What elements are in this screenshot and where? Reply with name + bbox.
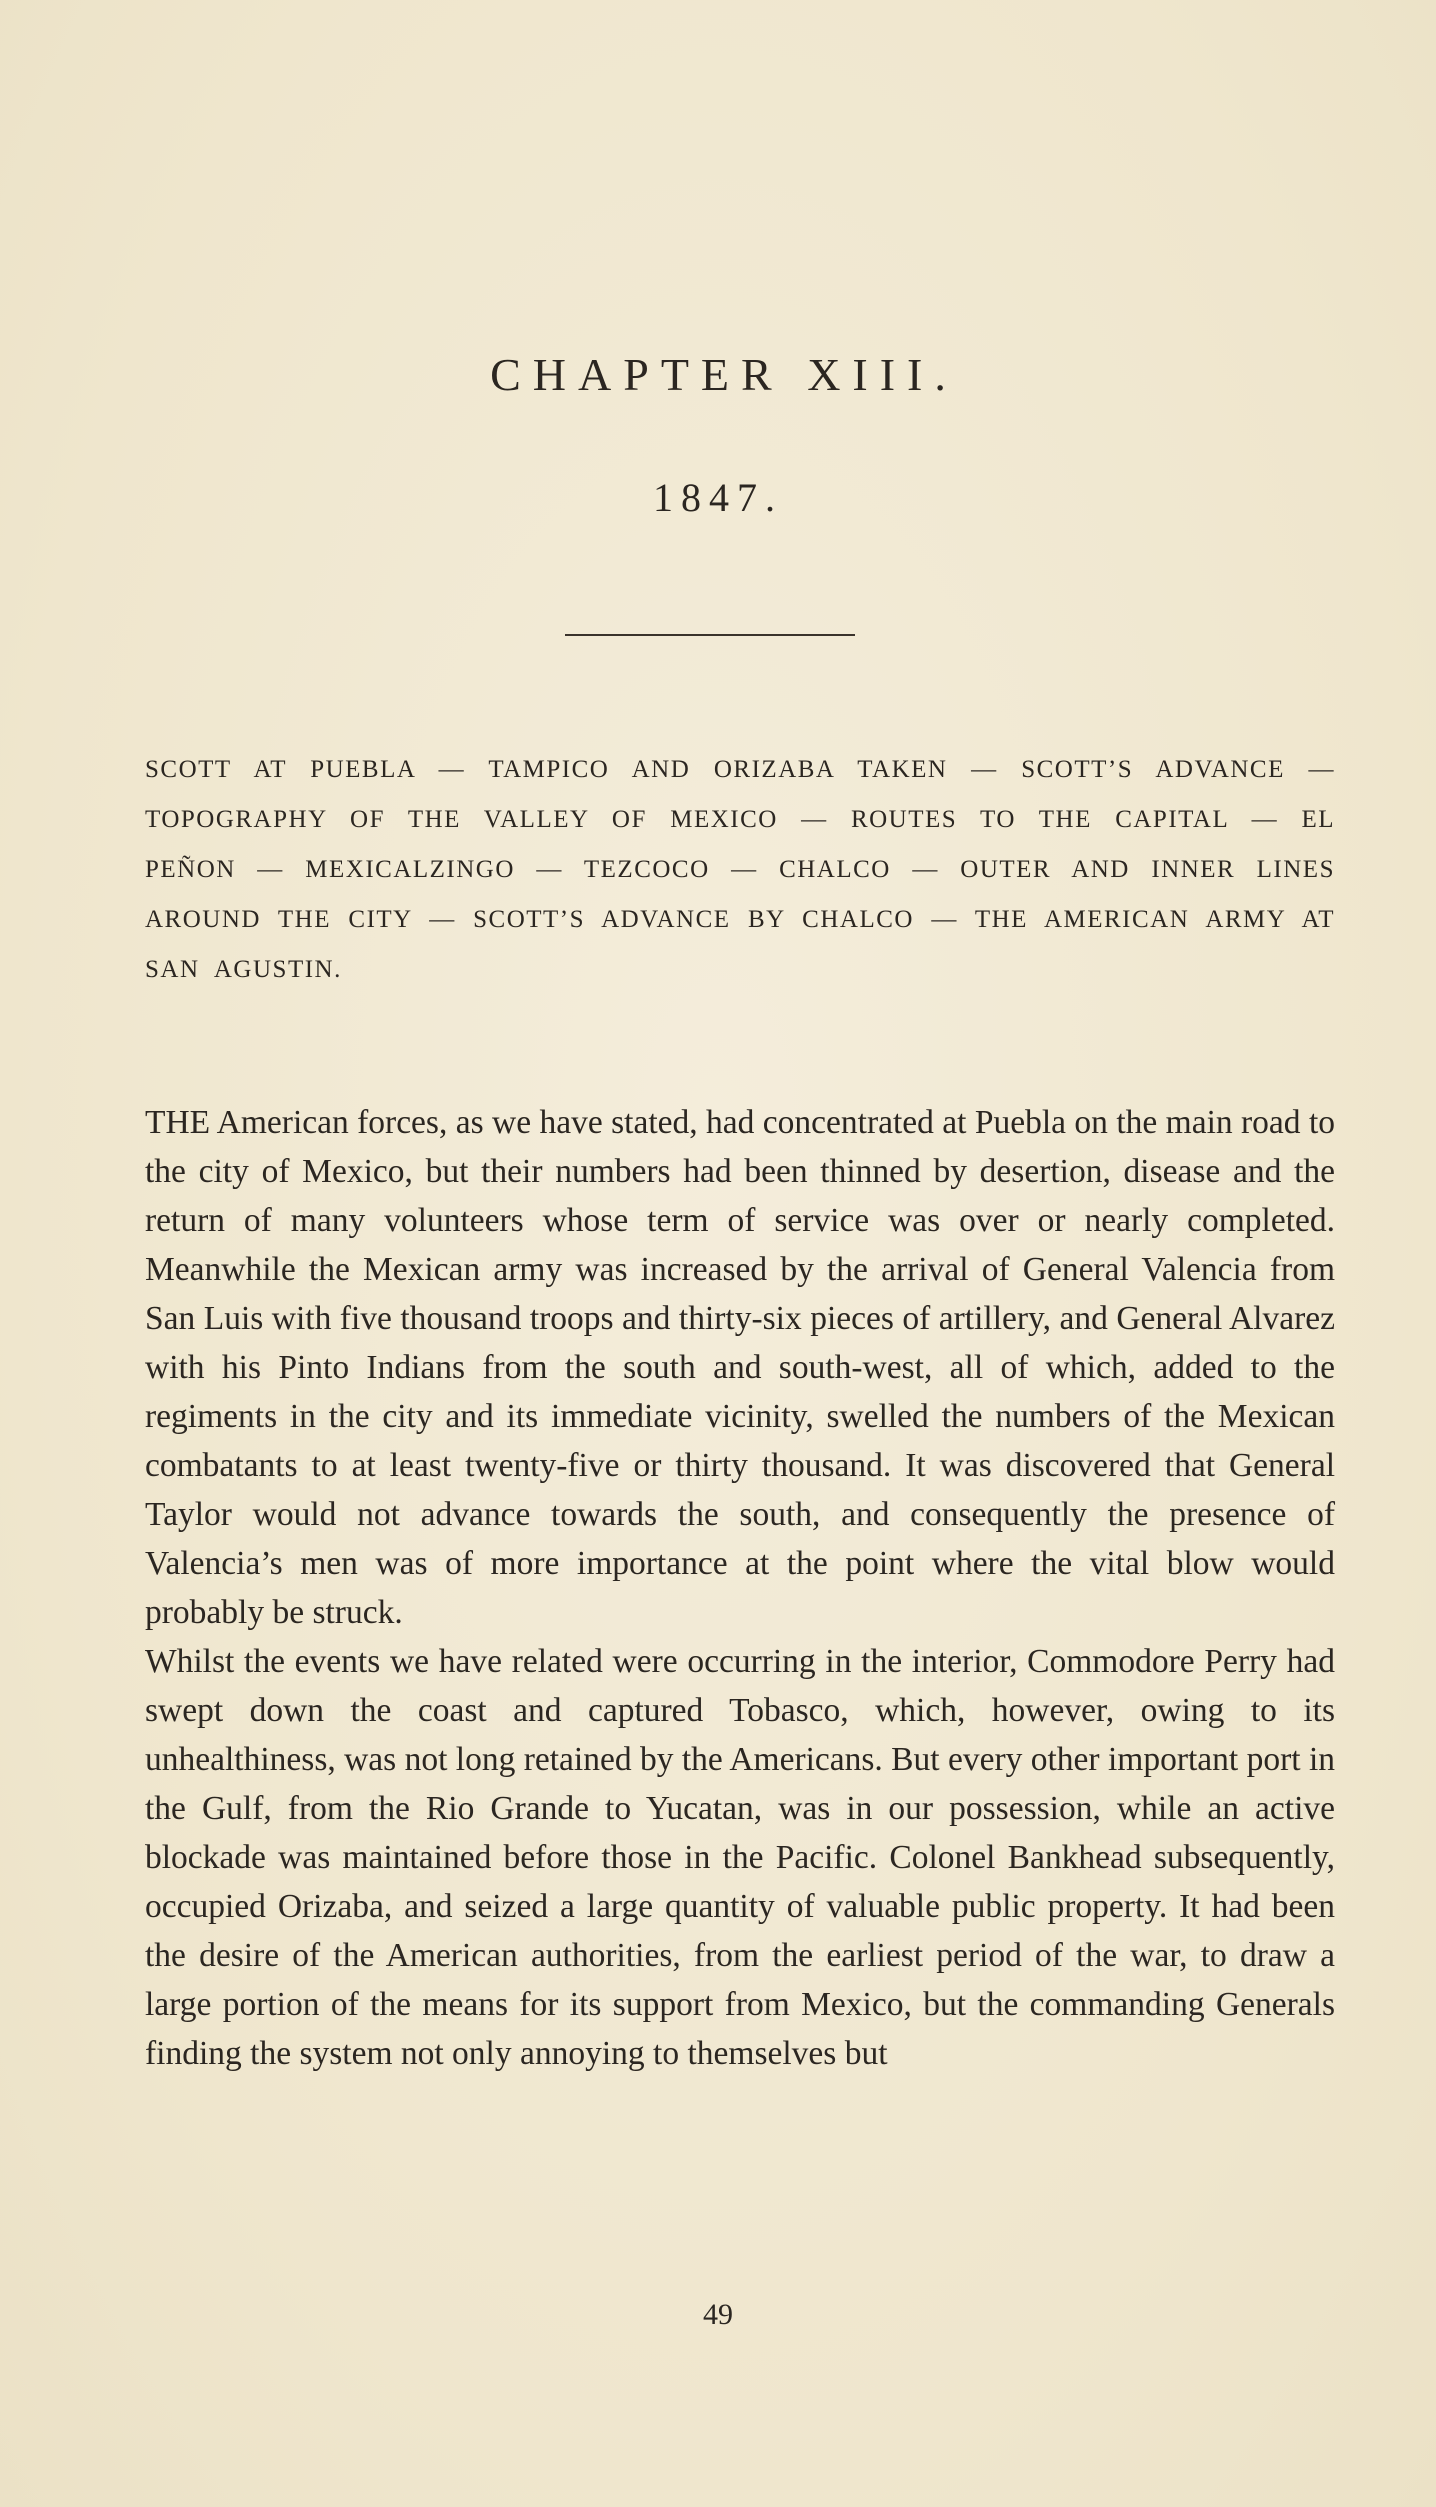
lead-word: THE bbox=[145, 1104, 211, 1141]
paragraph: Whilst the events we have related were occurring in the interior, Commodore Perry had swept down the coast and captured Tobasco, which, however, owing to its unhealthiness, was not long retained by the Americans. But every other important port in the Gulf, from the Rio Grande to Yucatan, was in our possession, while an active blockade was maintained before those in the Pacific. Colonel Bankhead subsequently, occupied Orizaba, and seized a large quantity of valuable public property. It had been the desire of the American authorities, from the earliest period of the war, to draw a large portion of the means for its support from Mexico, but the commanding Generals finding the system not only annoying to themselves but bbox=[145, 1643, 1335, 2072]
page-number: 49 bbox=[703, 2298, 733, 2331]
chapter-title: CHAPTER XIII. bbox=[490, 349, 958, 400]
chapter-synopsis: SCOTT AT PUEBLA — TAMPICO AND ORIZABA TAKEN — SCOTT’S ADVANCE — TOPOGRAPHY OF THE VALLEY OF MEXICO — ROUTES TO THE CAPITAL — EL PEÑON — MEXICALZINGO — TEZCOCO — CHALCO — OUTER AND INNER LINES AROUND THE CITY — SCOTT’S ADVANCE BY CHALCO — THE AMERICAN ARMY AT SAN AGUSTIN. bbox=[145, 756, 1335, 983]
body-text bbox=[145, 1098, 1335, 2078]
chapter-year: 1847. bbox=[653, 475, 783, 520]
section-divider bbox=[565, 634, 855, 636]
paragraph-text: American forces, as we have stated, had concentrated at Puebla on the main road to the city of Mexico, but their numbers had been thinned by desertion, disease and the return of many volunteers whose term of service was over or nearly completed. Meanwhile the Mexican army was increased by the arrival of General Valencia from San Luis with five thousand troops and thirty-six pieces of artillery, and General Alvarez with his Pinto Indians from the south and south-west, all of which, added to the regiments in the city and its immediate vicinity, swelled the numbers of the Mexican combatants to at least twenty-five or thirty thousand. It was discovered that General Taylor would not advance towards the south, and consequently the presence of Valencia’s men was of more importance at the point where the vital blow would probably be struck. bbox=[145, 1104, 1335, 1631]
paragraph bbox=[145, 1098, 1335, 1637]
